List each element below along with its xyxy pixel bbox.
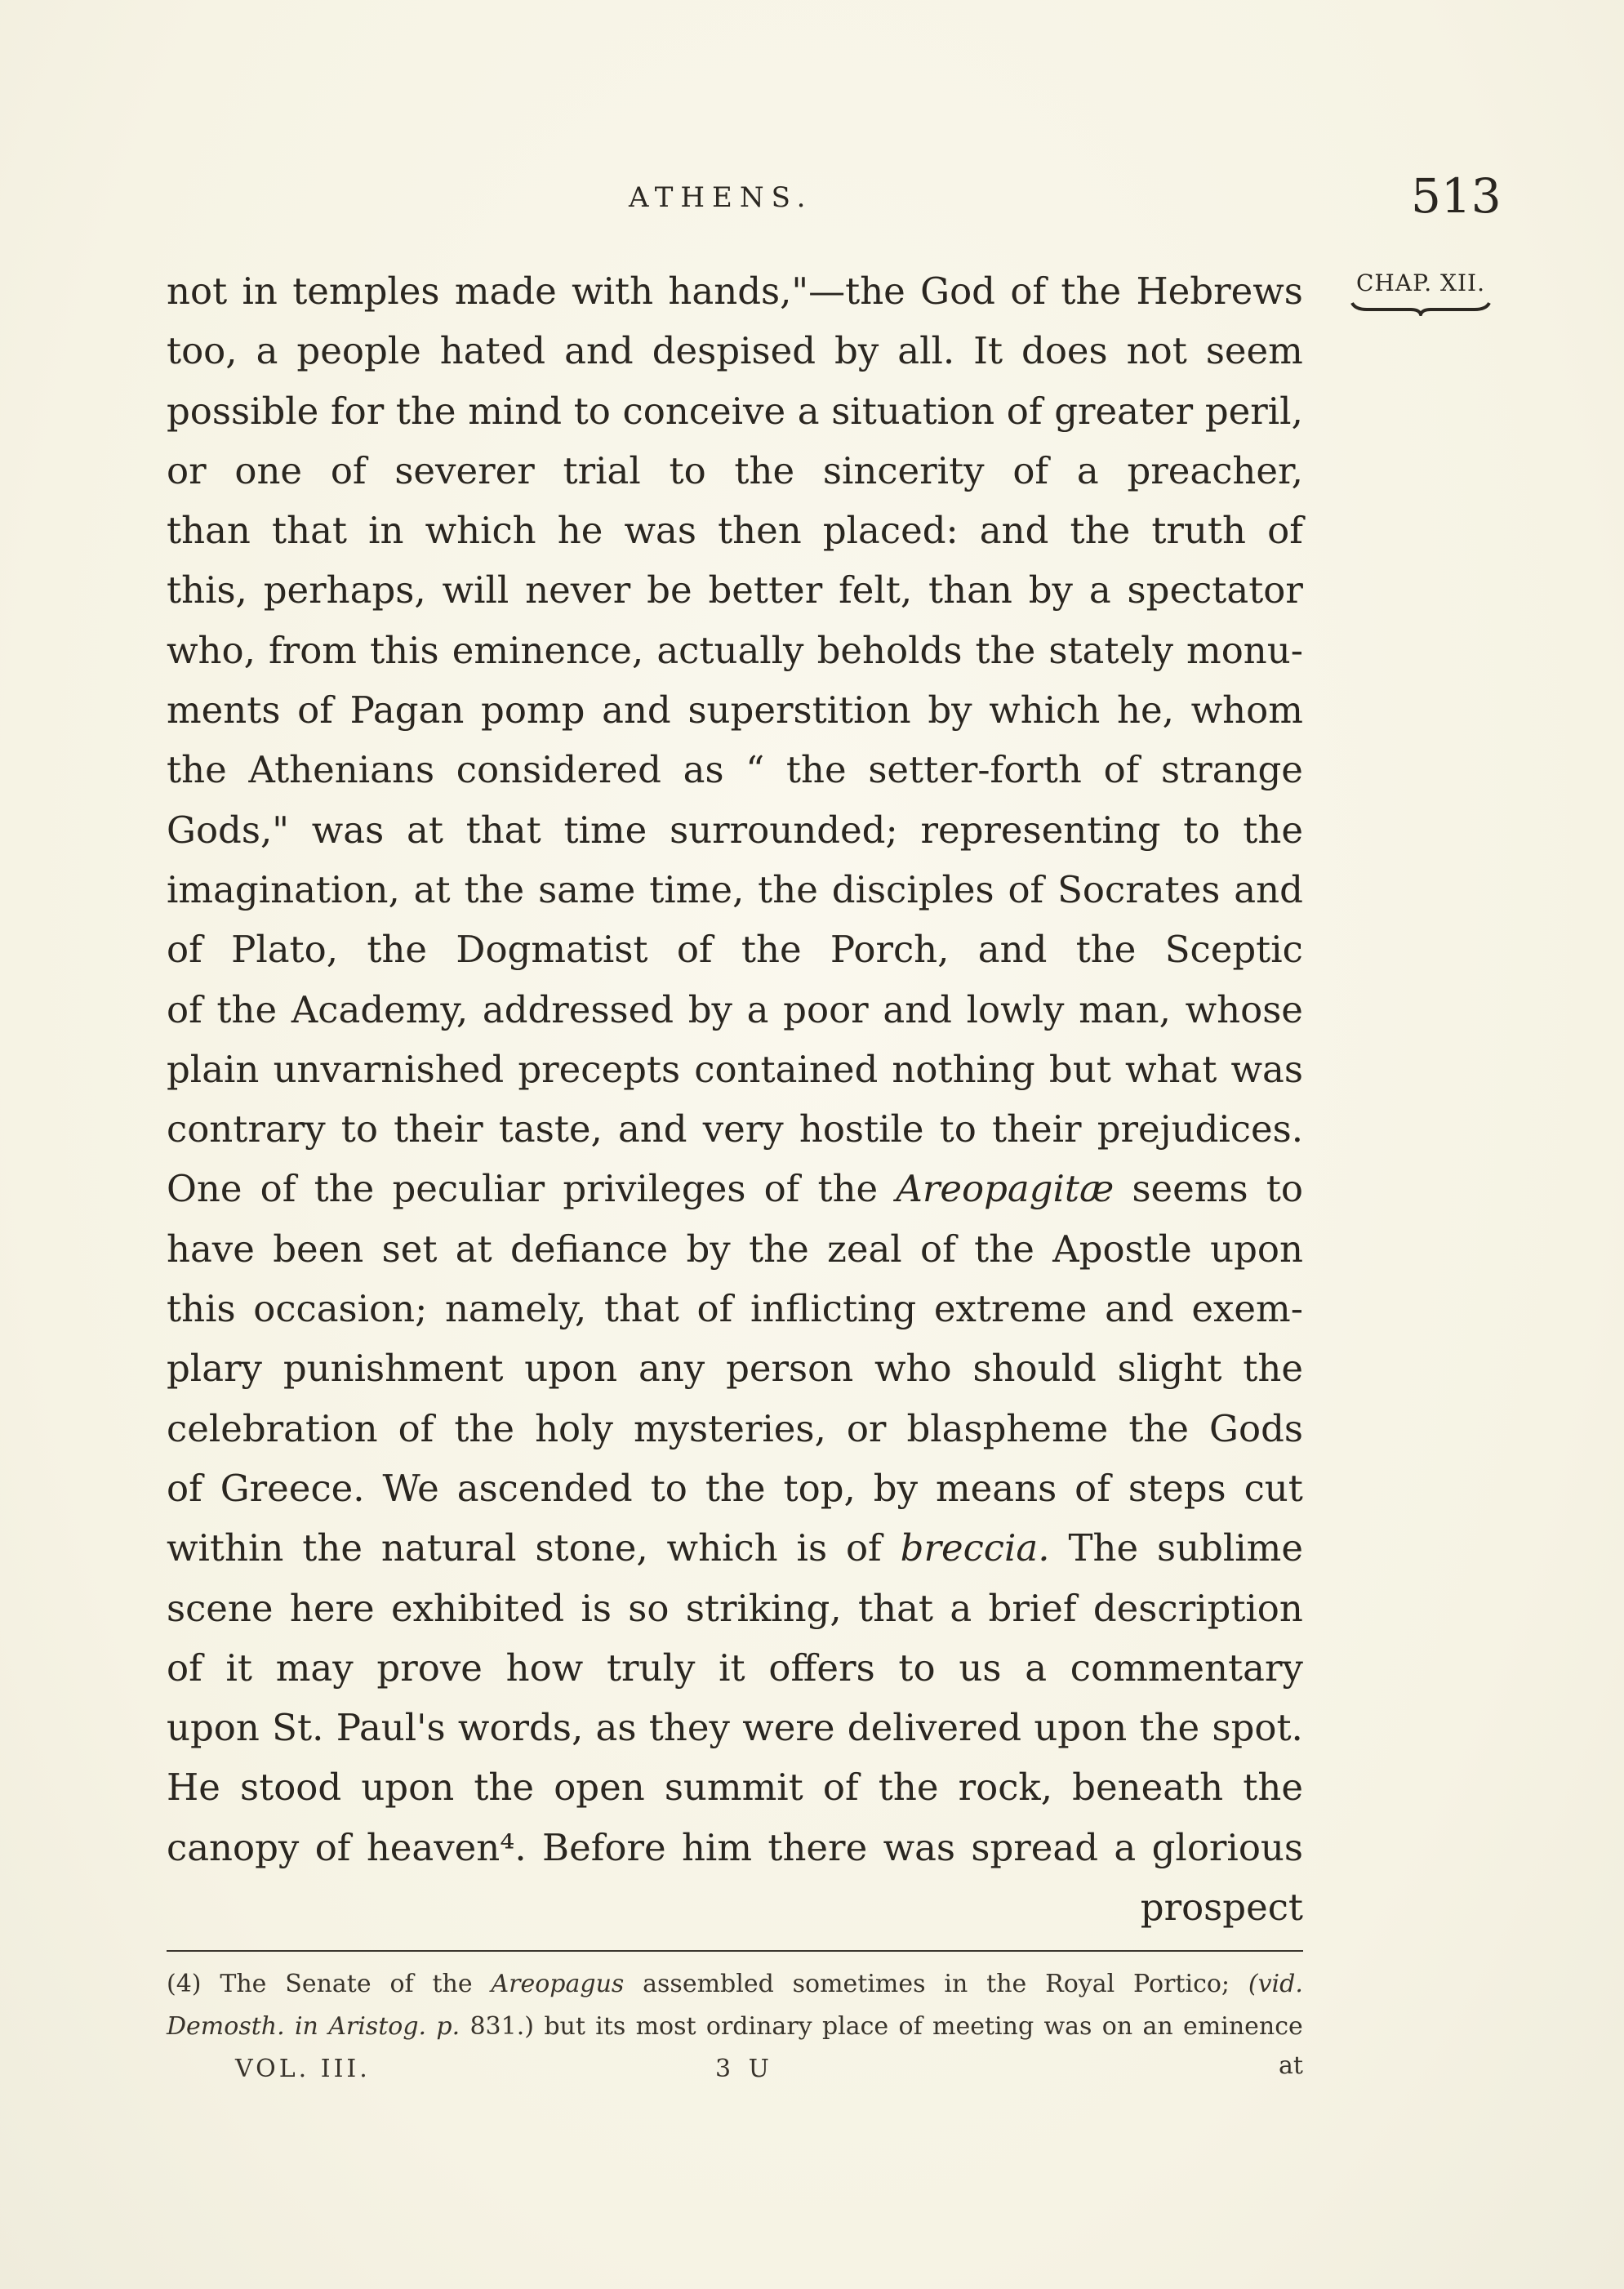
- body-text-line: celebration of the holy mysteries, or blaspheme the Gods: [167, 1406, 1303, 1450]
- body-text-line: imagination, at the same time, the disciples of Socrates and: [167, 867, 1303, 911]
- body-text-line: contrary to their taste, and very hostile to their prejudices.: [167, 1107, 1303, 1151]
- footnote-text-line: Demosth. in Aristog. p. 831.) but its most ordinary place of meeting was on an eminence: [167, 2012, 1303, 2041]
- running-title: ATHENS.: [629, 181, 813, 214]
- page-number: 513: [1411, 168, 1502, 224]
- body-text-line: upon St. Paul's words, as they were delivered upon the spot.: [167, 1706, 1303, 1750]
- body-text-line: this occasion; namely, that of inflicting extreme and exem-: [167, 1287, 1303, 1331]
- body-text-line: of Greece. We ascended to the top, by means of steps cut: [167, 1466, 1303, 1510]
- body-text-line: within the natural stone, which is of breccia. The sublime: [167, 1526, 1303, 1570]
- brace-icon: [1347, 298, 1494, 316]
- footnote-text-line: (4) The Senate of the Areopagus assembled sometimes in the Royal Portico; (vid.: [167, 1970, 1303, 1998]
- catchline: prospect: [1140, 1886, 1303, 1930]
- body-text-line: One of the peculiar privileges of the Areopagitæ seems to: [167, 1167, 1303, 1211]
- body-text-line: plary punishment upon any person who should slight the: [167, 1347, 1303, 1391]
- body-text-line: have been set at defiance by the zeal of the Apostle upon: [167, 1227, 1303, 1271]
- chapter-marker: [1347, 269, 1494, 316]
- body-text-line: of the Academy, addressed by a poor and lowly man, whose: [167, 987, 1303, 1031]
- body-text: [167, 261, 1303, 1937]
- volume-label: VOL. III.: [235, 2055, 371, 2083]
- body-text-line: the Athenians considered as “ the setter-forth of strange: [167, 748, 1303, 792]
- body-text-line: this, perhaps, will never be better felt, than by a spectator: [167, 568, 1303, 612]
- body-text-line: scene here exhibited is so striking, that a brief description: [167, 1586, 1303, 1630]
- body-text-line: not in temples made with hands,"—the God of the Hebrews: [167, 269, 1303, 313]
- body-text-line: of Plato, the Dogmatist of the Porch, and the Sceptic: [167, 928, 1303, 972]
- body-text-line: Gods," was at that time surrounded; representing to the: [167, 808, 1303, 852]
- body-text-line: ments of Pagan pomp and superstition by which he, whom: [167, 688, 1303, 733]
- signature-line: [167, 2051, 1303, 2095]
- body-text-line: canopy of heaven⁴. Before him there was spread a glorious: [167, 1825, 1303, 1869]
- body-text-line: He stood upon the open summit of the rock, beneath the: [167, 1766, 1303, 1810]
- body-text-line: of it may prove how truly it offers to us a commentary: [167, 1645, 1303, 1690]
- footnote: [167, 1963, 1303, 2048]
- body-text-line: too, a people hated and despised by all. It does not seem: [167, 329, 1303, 373]
- signature-mark: 3 U: [715, 2055, 774, 2083]
- catchword: at: [1279, 2051, 1303, 2080]
- body-text-line: plain unvarnished precepts contained nothing but what was: [167, 1047, 1303, 1091]
- body-text-line: who, from this eminence, actually beholds the stately monu-: [167, 628, 1303, 672]
- body-text-line: possible for the mind to conceive a situation of greater peril,: [167, 389, 1303, 433]
- body-text-line: than that in which he was then placed: and the truth of: [167, 509, 1303, 553]
- chapter-label: CHAP. XII.: [1356, 269, 1485, 296]
- footnote-rule: [167, 1950, 1303, 1952]
- body-text-line: or one of severer trial to the sincerity of a preacher,: [167, 448, 1303, 492]
